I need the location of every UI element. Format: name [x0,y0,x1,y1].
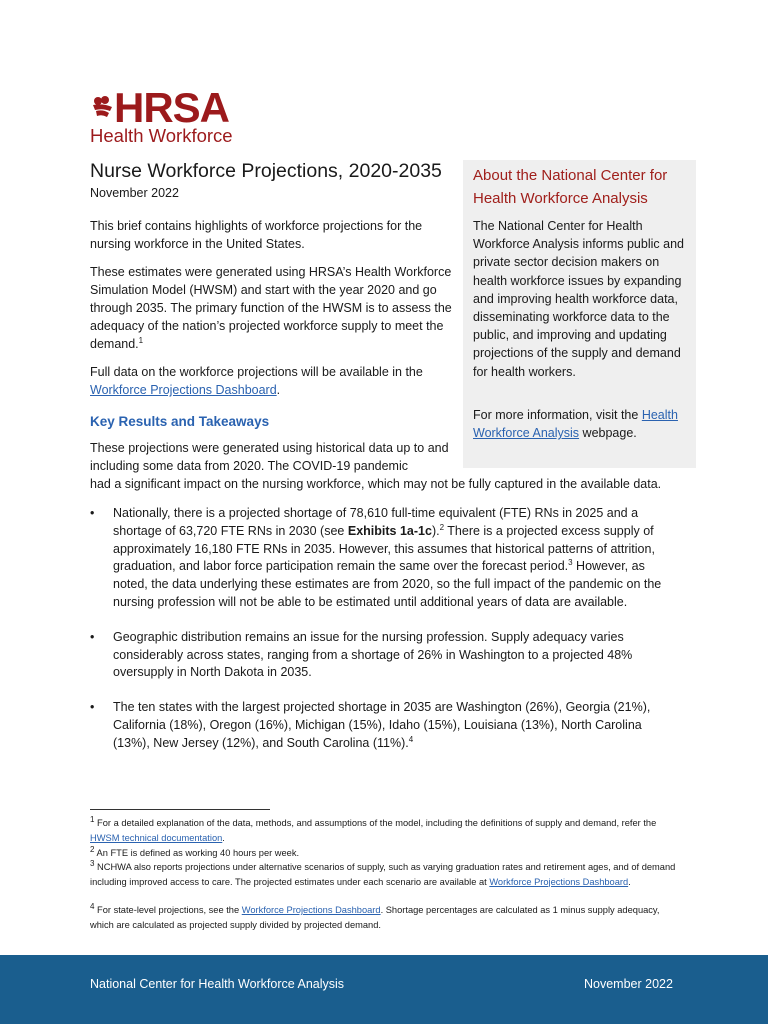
footnote-3 [90,860,680,889]
workforce-dashboard-link-footnote-4[interactable]: Workforce Projections Dashboard [241,905,381,915]
exhibits-reference: Exhibits 1a-1c [347,523,432,538]
list-item [90,699,680,752]
sidebar-more-end: webpage. [582,426,637,441]
workforce-dashboard-link-footnote-3[interactable]: Workforce Projections Dashboard [489,876,629,887]
key-results-heading: Key Results and Takeaways [90,414,270,429]
logo-brand: HRSA [114,84,230,131]
hhs-eagle-icon [90,95,116,121]
hrsa-logo [90,84,290,148]
footnote-number: 3 [90,858,95,868]
intro-paragraph-3 [90,363,458,399]
footnote-3-text: NCHWA also reports projections under alternative scenarios of supply, such as varying graduation rates and retirement ages, and of demand including improved access to care. The projected estimates under each scenario are available at [90,862,676,887]
list-item [90,629,680,682]
health-workforce-analysis-link[interactable]: Health Workforce Analysis [473,408,678,441]
workforce-dashboard-link[interactable]: Workforce Projections Dashboard [90,383,277,397]
bullet-1-text-d: However, as noted, the data underlying these estimates are from 2020, so the full impact of the pandemic on the nursing profession will not be able to be estimated until additional years of data are available. [113,559,662,609]
footnote-2 [90,846,680,861]
hwsm-technical-documentation-link[interactable]: HWSM technical documentation [90,832,223,843]
footnote-divider [90,809,270,810]
key-results-line-1: These projections were generated using historical data up to and including some data from 2020. The COVID-19 pandemic [90,441,449,473]
key-results-list [90,505,680,770]
footnote-ref-4[interactable]: 4 [408,734,414,744]
footer-date: November 2022 [584,977,673,991]
footnote-4-end: . Shortage percentages are calculated as 1 minus supply adequacy, which are calculated as projected supply divided by projected demand. [90,905,660,930]
footnote-ref-3[interactable]: 3 [568,558,573,568]
page-title: Nurse Workforce Projections, 2020-2035 [90,160,442,182]
footnote-3-end: . [628,876,631,887]
footnote-number: 4 [90,901,95,911]
footnote-4-text: For state-level projections, see the [94,905,242,915]
footnote-2-text: An FTE is defined as working 40 hours per week. [94,848,300,858]
list-item [90,505,680,612]
sidebar-more-text: For more information, visit the [473,408,639,422]
footnote-1 [90,816,680,845]
sidebar-more-info [473,406,693,442]
footer-organization: National Center for Health Workforce Analysis [90,977,345,991]
bullet-2-text: Geographic distribution remains an issue for the nursing profession. Supply adequacy varies considerably across states, ranging from a shortage of 26% in Washington to a projected 48% oversupply in North Dakota in 2035. [113,629,633,680]
logo-subtitle: Health Workforce [90,125,233,146]
bullet-1-text-b: ). [431,523,440,538]
intro-paragraph-3-end: . [276,383,281,397]
bullet-3-text: The ten states with the largest projected shortage in 2035 are Washington (26%), Georgia (21%), California (18%), Oregon (16%), Michigan (15%), Idaho (15%), Louisiana (13%), North Carolina (13%), New Jersey (12%), and South Carolina (11%). [113,700,651,750]
bullet-1-text-c: There is a projected excess supply of approximately 16,180 FTE RNs in 2035. However, this assumes that historical patterns of attrition, graduation, and labor force participation remain the same over the forecast period. [113,523,655,574]
publication-date: November 2022 [90,186,179,200]
footnote-1-end: . [222,832,225,843]
sidebar-body: The National Center for Health Workforce Analysis informs public and private sector decision makers on health workforce issues by expanding and improving health workforce data, disseminating workforce data to the public, and improving and updating projections of the supply and demand for health workers. [473,219,684,379]
key-results-line-2: had a significant impact on the nursing workforce, which may not be fully captured in the available data. [90,477,662,491]
footnote-1-text: For a detailed explanation of the data, methods, and assumptions of the model, including the definitions of supply and demand, refer the [94,818,657,828]
sidebar-title: About the National Center for Health Workforce Analysis [473,167,668,207]
footnote-number: 2 [90,844,95,854]
intro-paragraph-1: This brief contains highlights of workforce projections for the nursing workforce in the United States. [90,219,423,251]
footnote-4 [90,903,680,932]
footnote-number: 1 [90,814,95,824]
footnote-ref-1[interactable]: 1 [138,335,144,345]
bullet-1-text-a: Nationally, there is a projected shortage of 78,610 full-time equivalent (FTE) RNs in 2025 and a shortage of 63,720 FTE RNs in 2030 (see [113,506,639,538]
intro-paragraph-3-text: Full data on the workforce projections will be available in the [90,365,423,379]
intro-paragraph-2-text: These estimates were generated using HRSA’s Health Workforce Simulation Model (HWSM) and start with the year 2020 and go through 2035. The primary function of the HWSM is to assess the adequacy of the nation’s projected workforce supply to meet the demand. [90,265,452,351]
footnote-ref-2[interactable]: 2 [439,522,445,532]
intro-paragraph-2 [90,263,458,353]
